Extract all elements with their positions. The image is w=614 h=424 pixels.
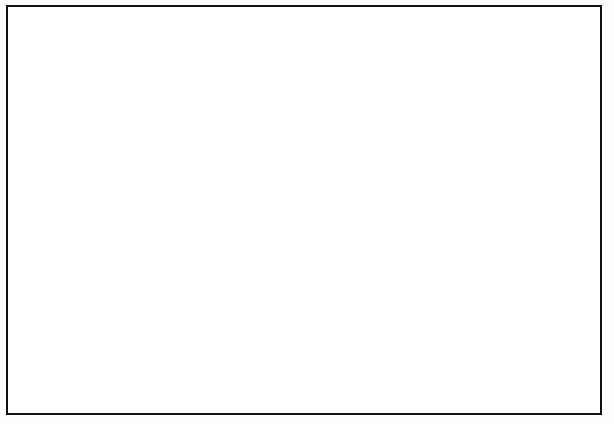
body-line: [12, 354, 592, 371]
body-line: [12, 134, 592, 151]
body-line: [12, 202, 592, 219]
body-line: [12, 219, 592, 236]
legal-notice: [6, 5, 602, 415]
body-line: [12, 269, 592, 286]
body-line: [12, 168, 592, 185]
body-line: [12, 236, 592, 253]
body-line: [12, 303, 592, 320]
body-line: [12, 101, 592, 118]
body-line: [12, 253, 592, 270]
body-line: [12, 337, 592, 354]
body-line: [12, 33, 592, 50]
body-line: [12, 286, 592, 303]
notice-body: [12, 33, 592, 388]
body-line: [12, 371, 592, 388]
body-line: [12, 67, 592, 84]
body-line: [12, 50, 592, 67]
body-line: [12, 151, 592, 168]
body-line: [12, 117, 592, 134]
body-line: [12, 84, 592, 101]
body-line: [12, 185, 592, 202]
body-line: [12, 320, 592, 337]
